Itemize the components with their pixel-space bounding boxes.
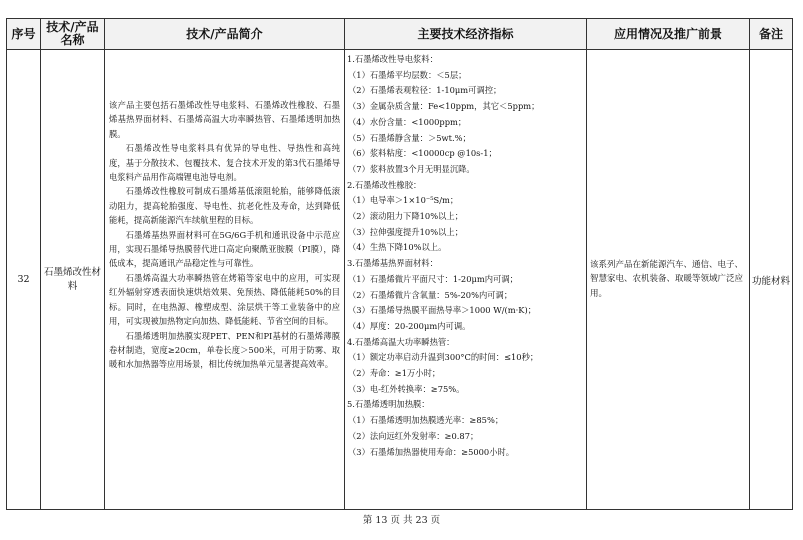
indicator-item: （3）金属杂质含量：Fe<10ppm，其它＜5ppm； — [348, 101, 540, 112]
indicator-item: （3）石墨烯导热膜平面热导率＞1000 W/(m·K)； — [348, 305, 536, 316]
header-name-line2: 名称 — [60, 33, 85, 47]
indicator-item: （5）石墨烯静含量：＞5wt.%； — [348, 132, 471, 143]
header-application: 应用情况及推广前景 — [587, 19, 750, 50]
intro-paragraph: 石墨烯基热界面材料可在5G/6G手机和通讯设备中示范应用，实现石墨烯导热膜替代进口高定向聚酰亚胺膜（PI膜），降低成本，提高通讯产品稳定性与可靠性。 — [109, 229, 340, 269]
indicator-item: （1）电导率＞1×10⁻⁵S/m； — [348, 195, 459, 206]
row-name: 石墨烯改性材料 — [41, 50, 105, 510]
table-row — [7, 50, 793, 510]
header-name — [41, 19, 105, 50]
indicator-heading: 2.石墨烯改性橡胶： — [347, 179, 422, 190]
indicator-item: （3）石墨烯加热器使用寿命：≥5000小时。 — [348, 446, 515, 457]
header-indicators: 主要技术经济指标 — [345, 19, 587, 50]
indicator-heading: 3.石墨烯基热界面材料： — [347, 258, 438, 269]
product-table — [6, 18, 793, 510]
indicator-item: （4）厚度：20-200μm内可调。 — [348, 320, 471, 331]
indicator-item: （4）生热下降10%以上。 — [348, 242, 447, 253]
indicator-item: （7）浆料放置3个月无明显沉降。 — [348, 163, 475, 174]
indicator-item: （4）水份含量：<1000ppm； — [348, 116, 467, 127]
intro-paragraph: 该产品主要包括石墨烯改性导电浆料、石墨烯改性橡胶、石墨烯基热界面材料、石墨烯高温大功率瞬热管、石墨烯透明加热膜。 — [109, 100, 340, 139]
indicator-item: （2）石墨烯微片含氧量：5%-20%内可调； — [348, 289, 513, 300]
intro-paragraph: 石墨烯高温大功率瞬热管在烤箱等家电中的应用，可实现红外辐射穿透表面快速烘焙效果、免预热、降低能耗50%的目标。同时，在电热源、橡塑成型、涂层烘干等工业装备中的应用，可实现被加热物定向加热、降低能耗、节省空间的目标。 — [109, 272, 340, 327]
intro-paragraph: 石墨烯透明加热膜实现PET、PEN和PI基材的石墨烯薄膜卷材制造，宽度≥20cm，单卷长度＞500米，可用于防雾、取暖和水加热器等应用场景，相比传统加热单元显著提高效率。 — [109, 330, 340, 370]
page-number: 第 13 页 共 23 页 — [362, 515, 441, 526]
indicator-item: （1）额定功率启动升温到300°C的时间：≤10秒； — [348, 352, 539, 363]
indicator-item: （2）滚动阻力下降10%以上； — [348, 211, 463, 222]
header-name-line1: 技术/产品 — [46, 20, 99, 34]
indicator-item: （1）石墨烯微片平面尺寸：1-20μm内可调； — [348, 273, 518, 284]
row-seq: 32 — [7, 50, 41, 510]
row-application: 该系列产品在新能源汽车、通信、电子、智慧家电、农机装备、取暖等领域广泛应用。 — [587, 50, 750, 510]
indicator-item: （2）法向远红外发射率：≥0.87； — [348, 430, 479, 441]
indicator-item: （2）寿命：≥1万小时； — [348, 368, 441, 379]
header-row — [7, 19, 793, 50]
header-remark: 备注 — [750, 19, 793, 50]
indicator-heading: 5.石墨烯透明加热膜： — [347, 399, 430, 410]
header-seq: 序号 — [7, 19, 41, 50]
indicator-item: （1）石墨烯透明加热膜透光率：≥85%； — [348, 415, 504, 426]
header-intro: 技术/产品简介 — [105, 19, 345, 50]
indicator-item: （3）电-红外转换率：≥75%。 — [348, 383, 465, 394]
indicator-heading: 1.石墨烯改性导电浆料： — [347, 54, 438, 64]
intro-paragraph: 石墨烯改性橡胶可制成石墨烯基低滚阻轮胎，能够降低滚动阻力，提高轮胎强度、导电性、抗老化性及寿命，达到降低能耗，提高新能源汽车续航里程的目标。 — [109, 186, 340, 226]
row-indicators — [345, 50, 587, 510]
indicator-item: （2）石墨烯表观粒径：1-10μm可调控； — [348, 85, 502, 96]
intro-paragraph: 石墨烯改性导电浆料具有优异的导电性、导热性和高纯度，基于分散技术、包覆技术、复合技术开发的第3代石墨烯导电浆料产品用作高端锂电池导电剂。 — [109, 143, 340, 183]
row-remark: 功能材料 — [750, 50, 793, 510]
row-intro — [105, 50, 345, 510]
indicator-item: （1）石墨烯平均层数：＜5层； — [348, 69, 467, 80]
indicator-heading: 4.石墨烯高温大功率瞬热管： — [347, 336, 455, 347]
indicator-item: （3）拉伸强度提升10%以上； — [348, 226, 463, 237]
indicator-item: （6）浆料粘度：<10000cp @10s-1； — [348, 148, 497, 159]
